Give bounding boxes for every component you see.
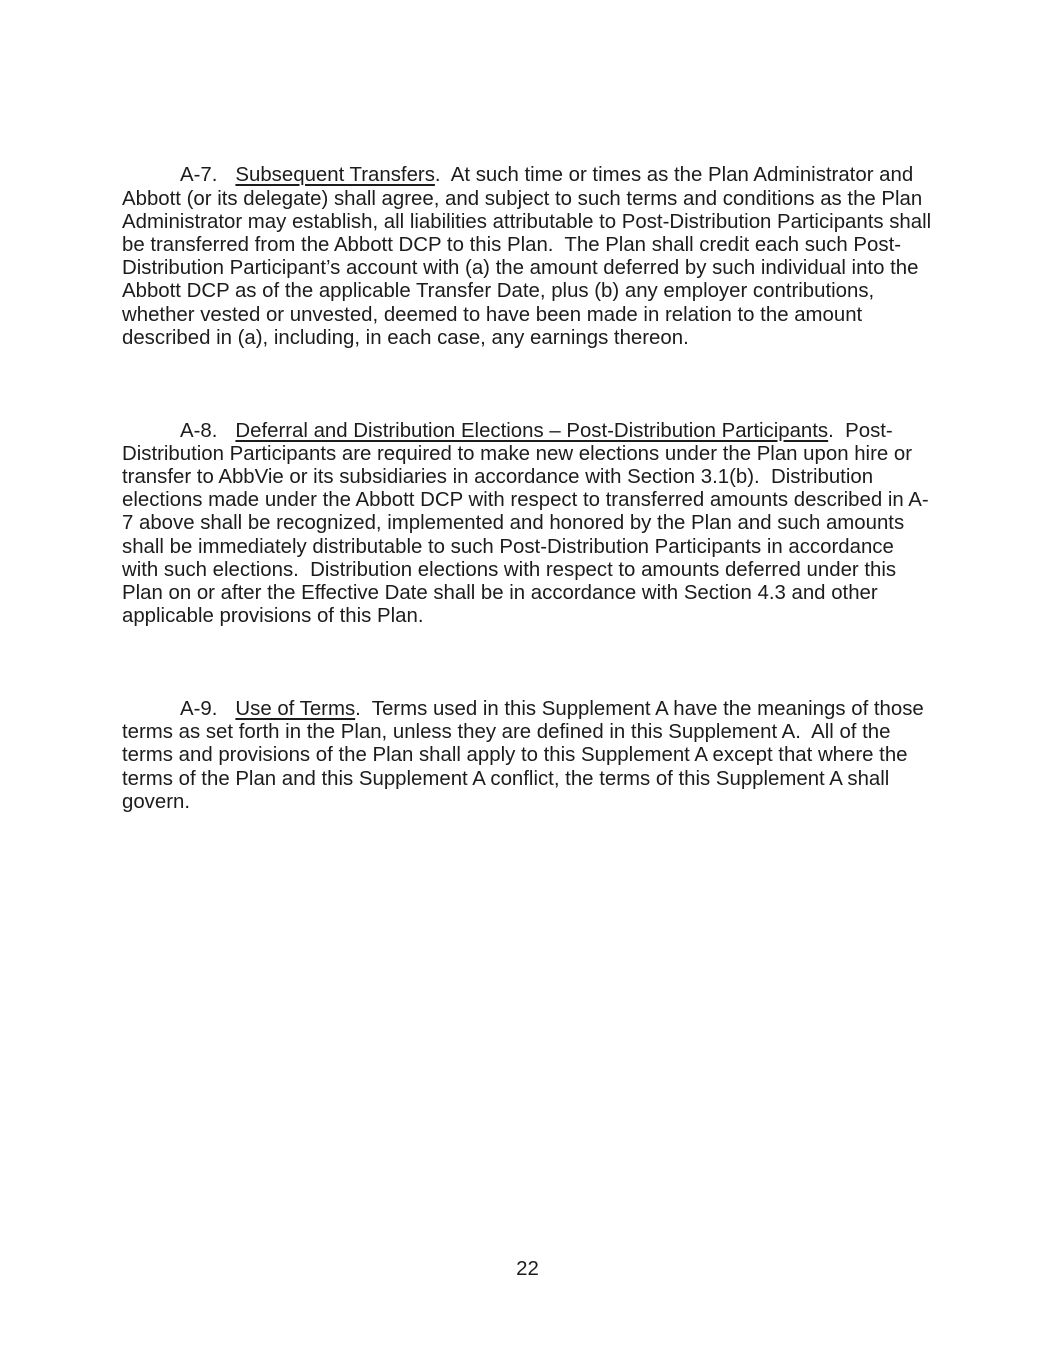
page-footer: [0, 1258, 1055, 1281]
page-number: 22: [516, 1258, 539, 1280]
section-heading: Use of Terms: [235, 698, 356, 721]
paragraph-a8: [122, 420, 932, 629]
paragraph-a7: [122, 164, 937, 350]
section-number: A-8.: [180, 419, 218, 442]
section-number: A-9.: [180, 698, 218, 721]
document-body: [122, 118, 937, 884]
paragraph-body: . Terms used in this Supplement A have the meanings of those terms as set forth in the Plan, unless they are defined in this Supplement A. All of the terms and provisions of the Plan shall apply to this Supplement A except that where the terms of the Plan and this Supplement A conflict, the terms of this Supplement A shall govern.: [122, 698, 930, 813]
paragraph-a9: [122, 698, 932, 814]
section-number: A-7.: [180, 164, 218, 187]
section-heading: Subsequent Transfers: [235, 164, 435, 187]
paragraph-body: . At such time or times as the Plan Administrator and Abbott (or its delegate) shall agree, and subject to such terms and conditions as the Plan Administrator may establish, all liabilities attributable to Post-Distribution Participants shall be transferred from the Abbott DCP to this Plan. The Plan shall credit each such Post-Distribution Participant’s account with (a) the amount deferred by such individual into the Abbott DCP as of the applicable Transfer Date, plus (b) any employer contributions, whether vested or unvested, deemed to have been made in relation to the amount described in (a), including, in each case, any earnings thereon.: [122, 164, 937, 349]
paragraph-body: . Post-Distribution Participants are required to make new elections under the Plan upon hire or transfer to AbbVie or its subsidiaries in accordance with Section 3.1(b). Distribution elections made under the Abbott DCP with respect to transferred amounts described in A-7 above shall be recognized, implemented and honored by the Plan and such amounts shall be immediately distributable to such Post-Distribution Participants in accordance with such elections. Distribution elections with respect to amounts deferred under this Plan on or after the Effective Date shall be in accordance with Section 4.3 and other applicable provisions of this Plan.: [122, 419, 929, 628]
section-heading: Deferral and Distribution Elections – Post-Distribution Participants: [235, 419, 829, 442]
